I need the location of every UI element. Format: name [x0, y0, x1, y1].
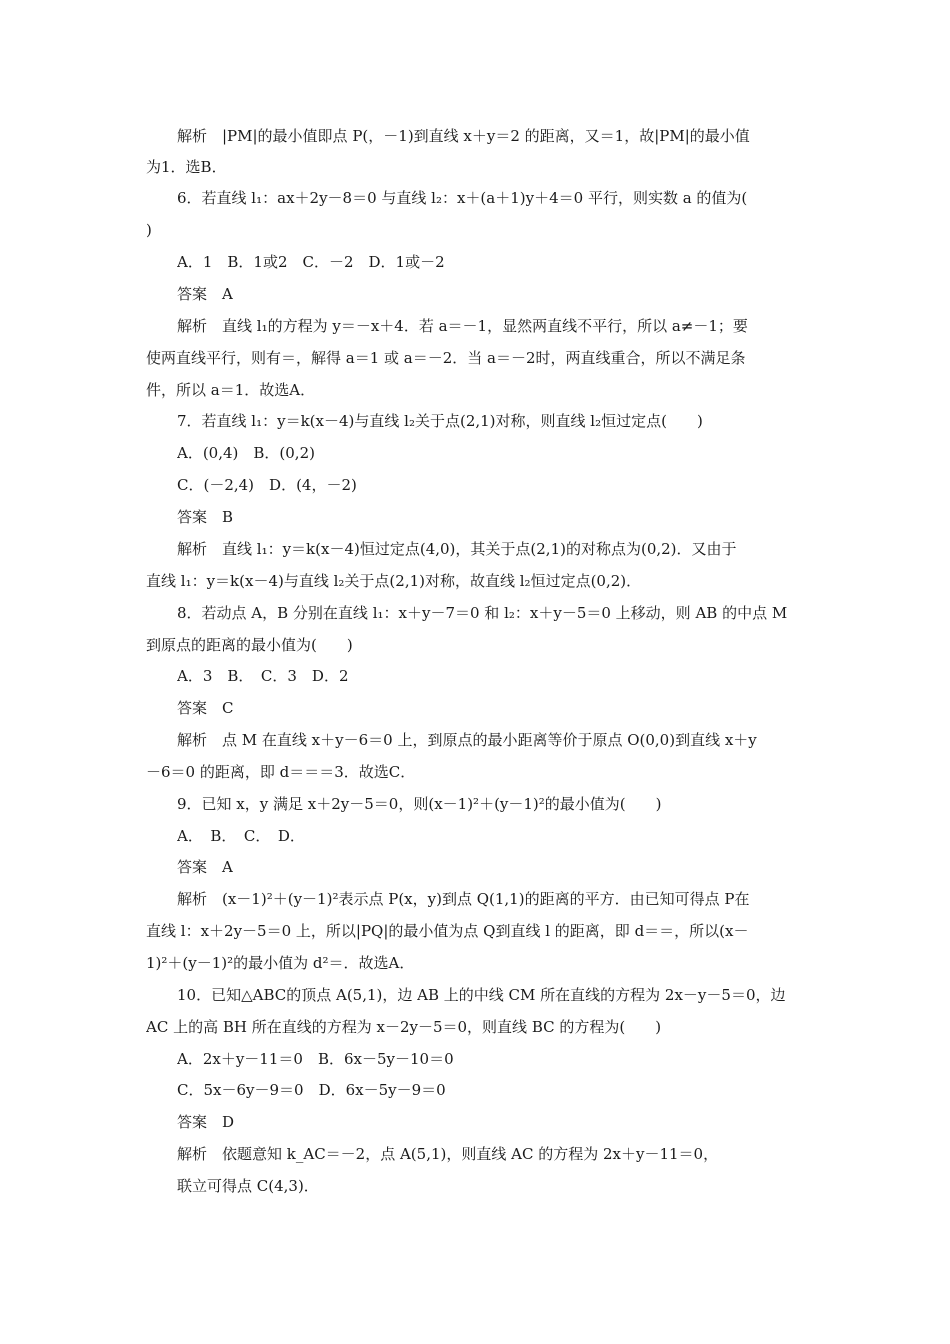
explanation-line: 解析 (x－1)²＋(y－1)²表示点 P(x，y)到点 Q(1,1)的距离的平方．由已知可得点 P在 — [177, 890, 750, 908]
explanation-line: 解析 点 M 在直线 x＋y－6＝0 上，到原点的最小距离等价于原点 O(0,0)到直线 x＋y — [177, 731, 757, 749]
answer-line: 答案 A — [177, 858, 233, 876]
text-line: AC 上的高 BH 所在直线的方程为 x－2y－5＝0，则直线 BC 的方程为( ) — [146, 1018, 662, 1036]
answer-line: 答案 A — [177, 285, 233, 303]
question-10-options: A．2x＋y－11＝0 B．6x－5y－10＝0 — [177, 1050, 454, 1068]
explanation-line: 解析 依题意知 k_AC＝－2，点 A(5,1)，则直线 AC 的方程为 2x＋y－11＝0， — [177, 1145, 719, 1163]
question-7-options: C．(－2,4) D．(4，－2) — [177, 476, 357, 494]
explanation-line: 联立可得点 C(4,3)． — [177, 1177, 319, 1195]
text-line: 1)²＋(y－1)²的最小值为 d²＝．故选A． — [146, 954, 415, 972]
question-10-options: C．5x－6y－9＝0 D．6x－5y－9＝0 — [177, 1081, 446, 1099]
text-line: 件，所以 a＝1．故选A． — [146, 381, 316, 399]
explanation-line: 解析 直线 l₁的方程为 y＝－x＋4．若 a＝－1，显然两直线不平行，所以 a≠－1；要 — [177, 317, 748, 335]
question-9-options: A． B． C． D． — [177, 827, 305, 845]
question-6-stem: 6．若直线 l₁：ax＋2y－8＝0 与直线 l₂：x＋(a＋1)y＋4＝0 平行，则实数 a 的值为( — [177, 189, 748, 207]
text-line: 直线 l：x＋2y－5＝0 上，所以|PQ|的最小值为点 Q到直线 l 的距离，即 d＝＝，所以(x－ — [146, 922, 749, 940]
text-line: 到原点的距离的最小值为( ) — [146, 636, 353, 654]
text-line: ) — [146, 221, 152, 239]
question-6-options: A．1 B．1或2 C．－2 D．1或－2 — [177, 253, 445, 271]
answer-line: 答案 C — [177, 699, 234, 717]
question-8-options: A．3 B． C．3 D．2 — [177, 667, 349, 685]
answer-line: 答案 B — [177, 508, 234, 526]
answer-line: 答案 D — [177, 1113, 235, 1131]
question-9-stem: 9．已知 x，y 满足 x＋2y－5＝0，则(x－1)²＋(y－1)²的最小值为( ) — [177, 795, 662, 813]
text-line: 为1．选B． — [146, 158, 227, 176]
text-line: 使两直线平行，则有＝，解得 a＝1 或 a＝－2．当 a＝－2时，两直线重合，所以不满足条 — [146, 349, 746, 367]
question-8-stem: 8．若动点 A，B 分别在直线 l₁：x＋y－7＝0 和 l₂：x＋y－5＝0 上移动，则 AB 的中点 M — [177, 604, 788, 622]
explanation-line: 解析 直线 l₁：y＝k(x－4)恒过定点(4,0)，其关于点(2,1)的对称点为(0,2)．又由于 — [177, 540, 737, 558]
question-7-stem: 7．若直线 l₁：y＝k(x－4)与直线 l₂关于点(2,1)对称，则直线 l₂恒过定点( ) — [177, 412, 703, 430]
question-7-options: A．(0,4) B．(0,2) — [177, 444, 315, 462]
text-line: 直线 l₁：y＝k(x－4)与直线 l₂关于点(2,1)对称，故直线 l₂恒过定点(0,2)． — [146, 572, 642, 590]
question-10-stem: 10．已知△ABC的顶点 A(5,1)，边 AB 上的中线 CM 所在直线的方程为 2x－y－5＝0，边 — [177, 986, 786, 1004]
text-line: －6＝0 的距离，即 d＝＝＝3．故选C． — [146, 763, 416, 781]
text-line: 解析 |PM|的最小值即点 P(，－1)到直线 x＋y＝2 的距离，又＝1，故|PM|的最小值 — [177, 127, 750, 145]
